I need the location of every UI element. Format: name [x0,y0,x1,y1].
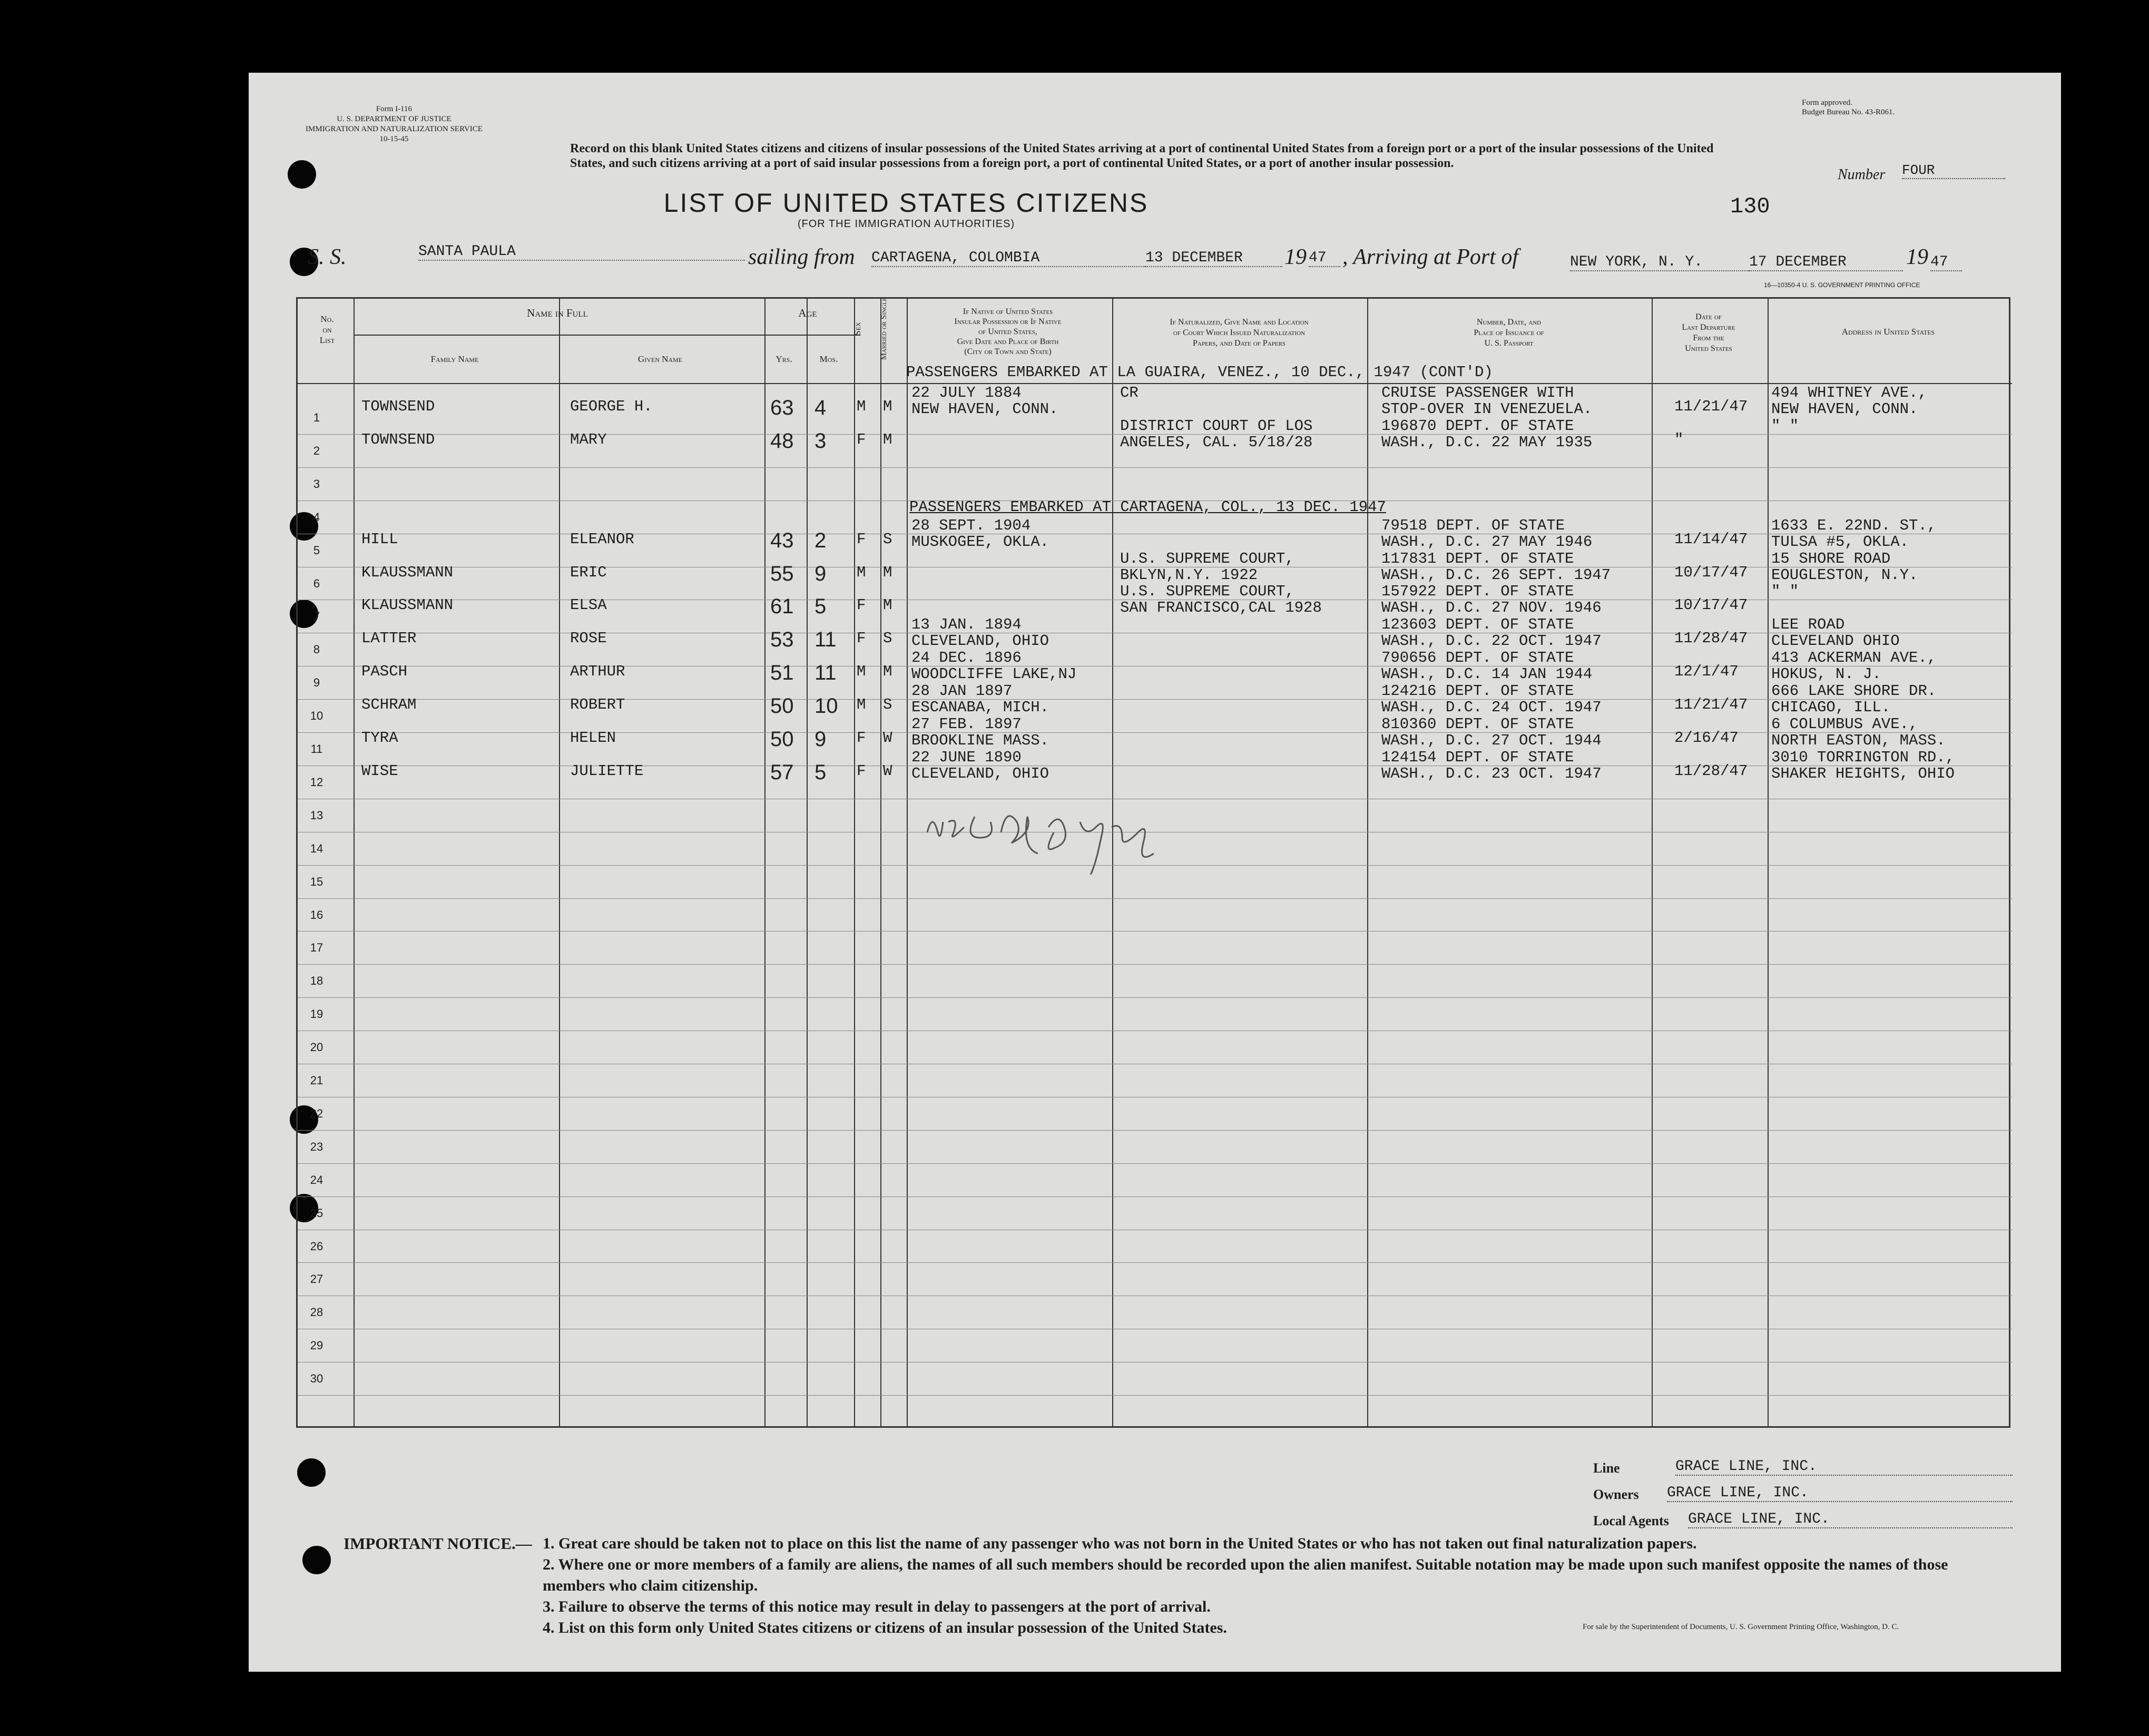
family-name: LATTER [361,630,417,648]
row-number: 17 [310,941,323,955]
passport-info: 196870 DEPT. OF STATE [1381,417,1574,435]
departure-date: " [1674,430,1684,448]
row-rule [298,1163,2012,1164]
col-header-line: If Native of United States [963,307,1053,316]
col-header-line: Number, Date, and [1476,318,1542,327]
passport-info: WASH., D.C. 14 JAN 1944 [1381,665,1593,683]
row-number: 4 [313,510,320,524]
sailing-year: 47 [1309,250,1340,267]
address-info: " " [1771,583,1799,601]
address-info: 666 LAKE SHORE DR. [1771,682,1937,700]
address-info: CHICAGO, ILL. [1771,699,1891,717]
row-number: 19 [310,1007,323,1021]
passport-info: 810360 DEPT. OF STATE [1381,715,1574,733]
birth-info: 22 JUNE 1890 [911,748,1022,766]
row-number: 20 [310,1041,323,1054]
departure-date: 11/28/47 [1674,762,1748,780]
ship-label: S. S. [308,245,347,269]
birth-info: CLEVELAND, OHIO [911,764,1049,782]
intro-text: Record on this blank United States citizens and citizens of insular possessions of the United States arriving at a port of continental United States from a foreign port or a port of the insular possessions of the United States, and such citizens arriving at a port of said insular possessions from a foreign port, a port of continental United States, or a port of another insular possession. [570,142,1714,170]
address-info: 3010 TORRINGTON RD., [1771,748,1955,766]
section-heading: PASSENGERS EMBARKED AT CARTAGENA, COL., 13 DEC. 1947 [909,498,1386,516]
address-info: 6 COLUMBUS AVE., [1771,715,1918,733]
given-name: ROBERT [570,696,625,714]
punch-hole [297,1458,326,1487]
family-name: KLAUSSMANN [361,563,454,581]
passport-info: CRUISE PASSENGER WITH [1381,384,1574,401]
row-number: 2 [313,444,320,457]
number-value: FOUR [1902,162,2005,179]
row-number: 10 [310,709,323,723]
marital-status: S [883,696,892,714]
marital-status: W [883,729,892,747]
address-info: HOKUS, N. J. [1771,665,1881,683]
arrival-port: NEW YORK, N. Y. [1570,254,1749,271]
page-title: LIST OF UNITED STATES CITIZENS [663,188,1149,218]
age-years: 53 [770,628,794,652]
row-number: 18 [310,974,323,988]
birth-info: 24 DEC. 1896 [911,649,1022,667]
line-label: Line [1593,1460,1620,1476]
sex: M [857,696,866,714]
form-id [306,104,483,144]
row-rule [298,1262,2012,1263]
passport-info: 124154 DEPT. OF STATE [1381,748,1574,766]
column-divider [559,299,560,1426]
col-header-line: Insular Possession or If Native [954,317,1062,326]
age-years: 55 [770,562,794,585]
col-header-line: Place of Issuance of [1474,328,1544,337]
passport-info: WASH., D.C. 24 OCT. 1947 [1381,699,1602,717]
address-info: EOUGLESTON, N.Y. [1771,566,1918,584]
row-number: 30 [310,1372,323,1386]
notice-item: 2. Where one or more members of a family are aliens, the names of all such members should be recorded upon the alien manifest. Suitable notation may be made upon such manifest opposite the names of those members who claim citizenship. [543,1556,1948,1594]
col-header-naturalized [1112,317,1367,349]
passport-info: WASH., D.C. 26 SEPT. 1947 [1381,566,1611,584]
departure-date: 11/21/47 [1674,696,1748,714]
naturalization-info: ANGELES, CAL. 5/18/28 [1120,433,1313,451]
handwritten-signature [922,801,1301,875]
row-number: 24 [310,1173,323,1186]
age-months: 3 [815,429,827,453]
col-header-address: Address in United States [1841,327,1935,337]
sex: F [857,762,866,780]
col-header-passport [1367,317,1651,349]
address-info: 15 SHORE ROAD [1771,550,1891,567]
section-heading: PASSENGERS EMBARKED AT LA GUAIRA, VENEZ., 10 DEC., 1947 (CONT'D) [906,364,1493,381]
birth-info: BROOKLINE MASS. [911,732,1049,749]
marital-status: M [883,398,892,415]
col-header-name-in-full: Name in Full [527,307,588,319]
address-info: 1633 E. 22ND. ST., [1771,516,1937,534]
address-info: " " [1771,417,1799,435]
marital-status: W [883,762,892,780]
family-name: PASCH [361,663,408,681]
age-months: 5 [815,760,827,784]
sex: F [857,530,866,548]
passport-info: 117831 DEPT. OF STATE [1381,550,1574,567]
birth-info: WOODCLIFFE LAKE,NJ [911,665,1077,683]
row-number: 16 [310,908,323,921]
column-divider [1768,299,1769,1426]
row-number: 12 [310,775,323,789]
line-value: GRACE LINE, INC. [1675,1458,2013,1476]
budget-approval [1802,98,1895,117]
given-name: ARTHUR [570,663,625,681]
col-header-line: Last Departure [1682,323,1735,332]
family-name: HILL [361,530,398,548]
row-number: 8 [313,643,320,656]
age-years: 50 [770,694,794,718]
family-name: WISE [361,762,398,780]
row-number: 9 [313,676,320,690]
col-header-given-name: Given Name [637,354,683,364]
departure-date: 10/17/47 [1674,596,1748,614]
given-name: ERIC [570,563,607,581]
notice-label: IMPORTANT NOTICE.— [344,1534,532,1553]
col-header-line: on [322,325,332,335]
owners-label: Owners [1593,1487,1639,1502]
row-number: 5 [313,543,320,557]
sailing-date: 13 DECEMBER [1145,250,1282,267]
marital-status: M [883,596,892,614]
col-header-line: of Court Which Issued Naturalization [1173,328,1306,337]
form-id-line: 10-15-45 [379,135,409,143]
age-months: 4 [815,396,827,419]
age-years: 50 [770,728,794,751]
header-bottom-rule [298,383,2012,384]
sex: F [857,430,866,448]
birth-info: 22 JULY 1884 [911,384,1022,401]
arrival-year-prefix: 19 [1906,245,1928,269]
naturalization-info: BKLYN,N.Y. 1922 [1120,566,1258,584]
agents-value: GRACE LINE, INC. [1688,1511,2013,1528]
printer-note: 16—10350-4 U. S. GOVERNMENT PRINTING OFFICE [1764,281,1920,289]
family-name: TOWNSEND [361,430,435,448]
sex: M [857,663,866,681]
column-divider [354,299,355,1426]
col-header-line: If Naturalized, Give Name and Location [1170,318,1309,327]
col-header-line: United States [1685,344,1732,353]
birth-info: ESCANABA, MICH. [911,699,1049,717]
passport-info: WASH., D.C. 23 OCT. 1947 [1381,764,1602,782]
given-name: MARY [570,430,607,448]
sale-note: For sale by the Superintendent of Documents, U. S. Government Printing Office, Washington, D. C. [1583,1623,1899,1631]
passport-info: WASH., D.C. 27 NOV. 1946 [1381,599,1602,617]
departure-date: 11/28/47 [1674,630,1748,648]
arrival-year: 47 [1930,254,1962,271]
address-info: NEW HAVEN, CONN. [1771,400,1918,418]
family-name: SCHRAM [361,696,417,714]
sex: M [857,398,866,415]
sheet-number: 130 [1730,194,1770,219]
header-divider [354,335,860,336]
row-rule [298,964,2012,965]
col-header-age: Age [798,307,817,319]
address-info: NORTH EASTON, MASS. [1771,732,1946,749]
family-name: KLAUSSMANN [361,596,454,614]
col-header-family-name: Family Name [430,354,479,364]
birth-info: MUSKOGEE, OKLA. [911,533,1049,551]
col-header-line: List [319,335,335,345]
marital-status: S [883,630,892,648]
address-info: 413 ACKERMAN AVE., [1771,649,1937,667]
marital-status: M [883,430,892,448]
col-header-no [305,314,350,346]
given-name: HELEN [570,729,616,747]
passport-info: WASH., D.C. 22 MAY 1935 [1381,433,1593,451]
arriving-label: , Arriving at Port of [1342,245,1519,269]
row-number: 3 [313,477,320,491]
row-number: 23 [310,1140,323,1153]
passport-info: STOP-OVER IN VENEZUELA. [1381,400,1593,418]
punch-hole [302,1546,331,1574]
address-info: TULSA #5, OKLA. [1771,533,1909,551]
sex: M [857,563,866,581]
departure-date: 11/21/47 [1674,398,1748,415]
notice-item: 3. Failure to observe the terms of this notice may result in delay to passengers at the port of arrival. [543,1598,1211,1615]
column-divider [1367,299,1368,1426]
age-months: 9 [815,562,827,585]
sex: F [857,630,866,648]
given-name: ROSE [570,630,607,648]
row-number: 22 [310,1106,323,1120]
col-header-line: of United States, [978,327,1037,336]
age-years: 51 [770,661,794,685]
age-years: 61 [770,595,794,619]
family-name: TYRA [361,729,398,747]
birth-info: NEW HAVEN, CONN. [911,400,1058,418]
col-header-line: No. [320,314,334,324]
agents-label: Local Agents [1593,1513,1669,1528]
address-info: LEE ROAD [1771,616,1845,634]
row-number: 29 [310,1339,323,1352]
age-months: 11 [815,628,837,652]
address-info: CLEVELAND OHIO [1771,632,1900,650]
given-name: GEORGE H. [570,398,653,415]
passport-info: WASH., D.C. 27 MAY 1946 [1381,533,1593,551]
col-header-line: Papers, and Date of Papers [1193,339,1286,348]
row-number: 28 [310,1306,323,1319]
col-header-departure [1651,312,1766,354]
col-header-married: Married or Single [880,297,888,360]
row-number: 14 [310,841,323,855]
address-info: SHAKER HEIGHTS, OHIO [1771,764,1955,782]
naturalization-info: U.S. SUPREME COURT, [1120,550,1294,567]
departure-date: 11/14/47 [1674,530,1748,548]
age-months: 11 [815,661,837,685]
departure-date: 2/16/47 [1674,729,1739,747]
naturalization-info: DISTRICT COURT OF LOS [1120,417,1313,435]
col-header-line: Date of [1695,312,1722,321]
row-rule [298,898,2012,899]
row-rule [298,732,2012,733]
address-info: 494 WHITNEY AVE., [1771,384,1927,401]
budget-line: Budget Bureau No. 43-R061. [1802,108,1895,116]
form-id-line: U. S. DEPARTMENT OF JUSTICE [337,115,452,123]
col-header-line: (City or Town and State) [964,347,1052,356]
age-years: 43 [770,528,794,552]
passport-info: 79518 DEPT. OF STATE [1381,516,1565,534]
col-header-sex: Sex [852,322,862,336]
age-months: 2 [815,528,827,552]
column-divider [854,299,855,1426]
sailing-label: sailing from [748,245,855,269]
page-subtitle: (FOR THE IMMIGRATION AUTHORITIES) [797,218,1015,230]
col-header-mos: Mos. [819,354,838,364]
age-months: 10 [815,694,838,718]
family-name: TOWNSEND [361,398,435,415]
budget-line: Form approved. [1802,99,1852,107]
col-header-line: U. S. Passport [1484,339,1534,348]
col-header-line: From the [1693,334,1724,342]
departure-date: 10/17/47 [1674,563,1748,581]
passport-info: 123603 DEPT. OF STATE [1381,616,1574,634]
col-header-native [905,307,1111,357]
row-number: 6 [313,576,320,590]
sex: F [857,596,866,614]
row-number: 15 [310,875,323,888]
row-number: 27 [310,1272,323,1286]
column-divider [880,299,881,1426]
row-rule [298,997,2012,998]
ship-name: SANTA PAULA [418,243,745,261]
form-id-line: IMMIGRATION AND NATURALIZATION SERVICE [306,125,483,133]
departure-date: 12/1/47 [1674,663,1739,681]
sex: F [857,729,866,747]
column-divider [1652,299,1653,1426]
punch-hole [288,160,316,189]
arrival-date: 17 DECEMBER [1749,254,1903,271]
given-name: JULIETTE [570,762,644,780]
notice-item: 4. List on this form only United States citizens or citizens of an insular possession of the United States. [543,1619,1227,1636]
sailing-year-prefix: 19 [1284,245,1307,269]
birth-info: 28 SEPT. 1904 [911,516,1031,534]
col-header-yrs: Yrs. [776,354,792,364]
passport-info: 157922 DEPT. OF STATE [1381,583,1574,601]
passport-info: 790656 DEPT. OF STATE [1381,649,1574,667]
age-years: 63 [770,396,794,419]
naturalization-info: SAN FRANCISCO,CAL 1928 [1120,599,1322,617]
number-label: Number [1838,166,1886,183]
given-name: ELSA [570,596,607,614]
row-rule [298,1196,2012,1197]
row-number: 21 [310,1074,323,1087]
column-divider [764,299,766,1426]
birth-info: CLEVELAND, OHIO [911,632,1049,650]
marital-status: M [883,663,892,681]
given-name: ELEANOR [570,530,634,548]
row-number: 1 [313,411,320,424]
row-number: 25 [310,1206,323,1220]
row-number: 7 [313,610,320,623]
form-id-line: Form I-116 [376,105,413,113]
marital-status: M [883,563,892,581]
col-header-line: Give Date and Place of Birth [957,337,1059,346]
row-rule [298,699,2012,700]
row-number: 26 [310,1239,323,1253]
birth-info: 27 FEB. 1897 [911,715,1022,733]
age-months: 9 [815,728,827,751]
page-title-block [0,188,1812,230]
row-rule [298,1130,2012,1131]
naturalization-info: U.S. SUPREME COURT, [1120,583,1294,601]
owners-value: GRACE LINE, INC. [1667,1485,2013,1502]
birth-info: 13 JAN. 1894 [911,616,1022,634]
row-rule [298,1395,2012,1396]
column-divider [807,299,808,1426]
row-number: 13 [310,808,323,822]
age-years: 48 [770,429,794,453]
marital-status: S [883,530,892,548]
naturalization-info: CR [1120,384,1139,401]
passport-info: 124216 DEPT. OF STATE [1381,682,1574,700]
age-years: 57 [770,760,794,784]
passport-info: WASH., D.C. 27 OCT. 1944 [1381,732,1602,749]
sailing-from: CARTAGENA, COLOMBIA [871,250,1145,267]
notice-item: 1. Great care should be taken not to place on this list the name of any passenger who was not born in the United States or who has not taken out final naturalization papers. [543,1535,1697,1552]
passport-info: WASH., D.C. 22 OCT. 1947 [1381,632,1602,650]
column-divider [907,299,908,1426]
row-number: 11 [310,742,323,756]
age-months: 5 [815,595,827,619]
row-rule [298,467,2012,468]
birth-info: 28 JAN 1897 [911,682,1013,700]
